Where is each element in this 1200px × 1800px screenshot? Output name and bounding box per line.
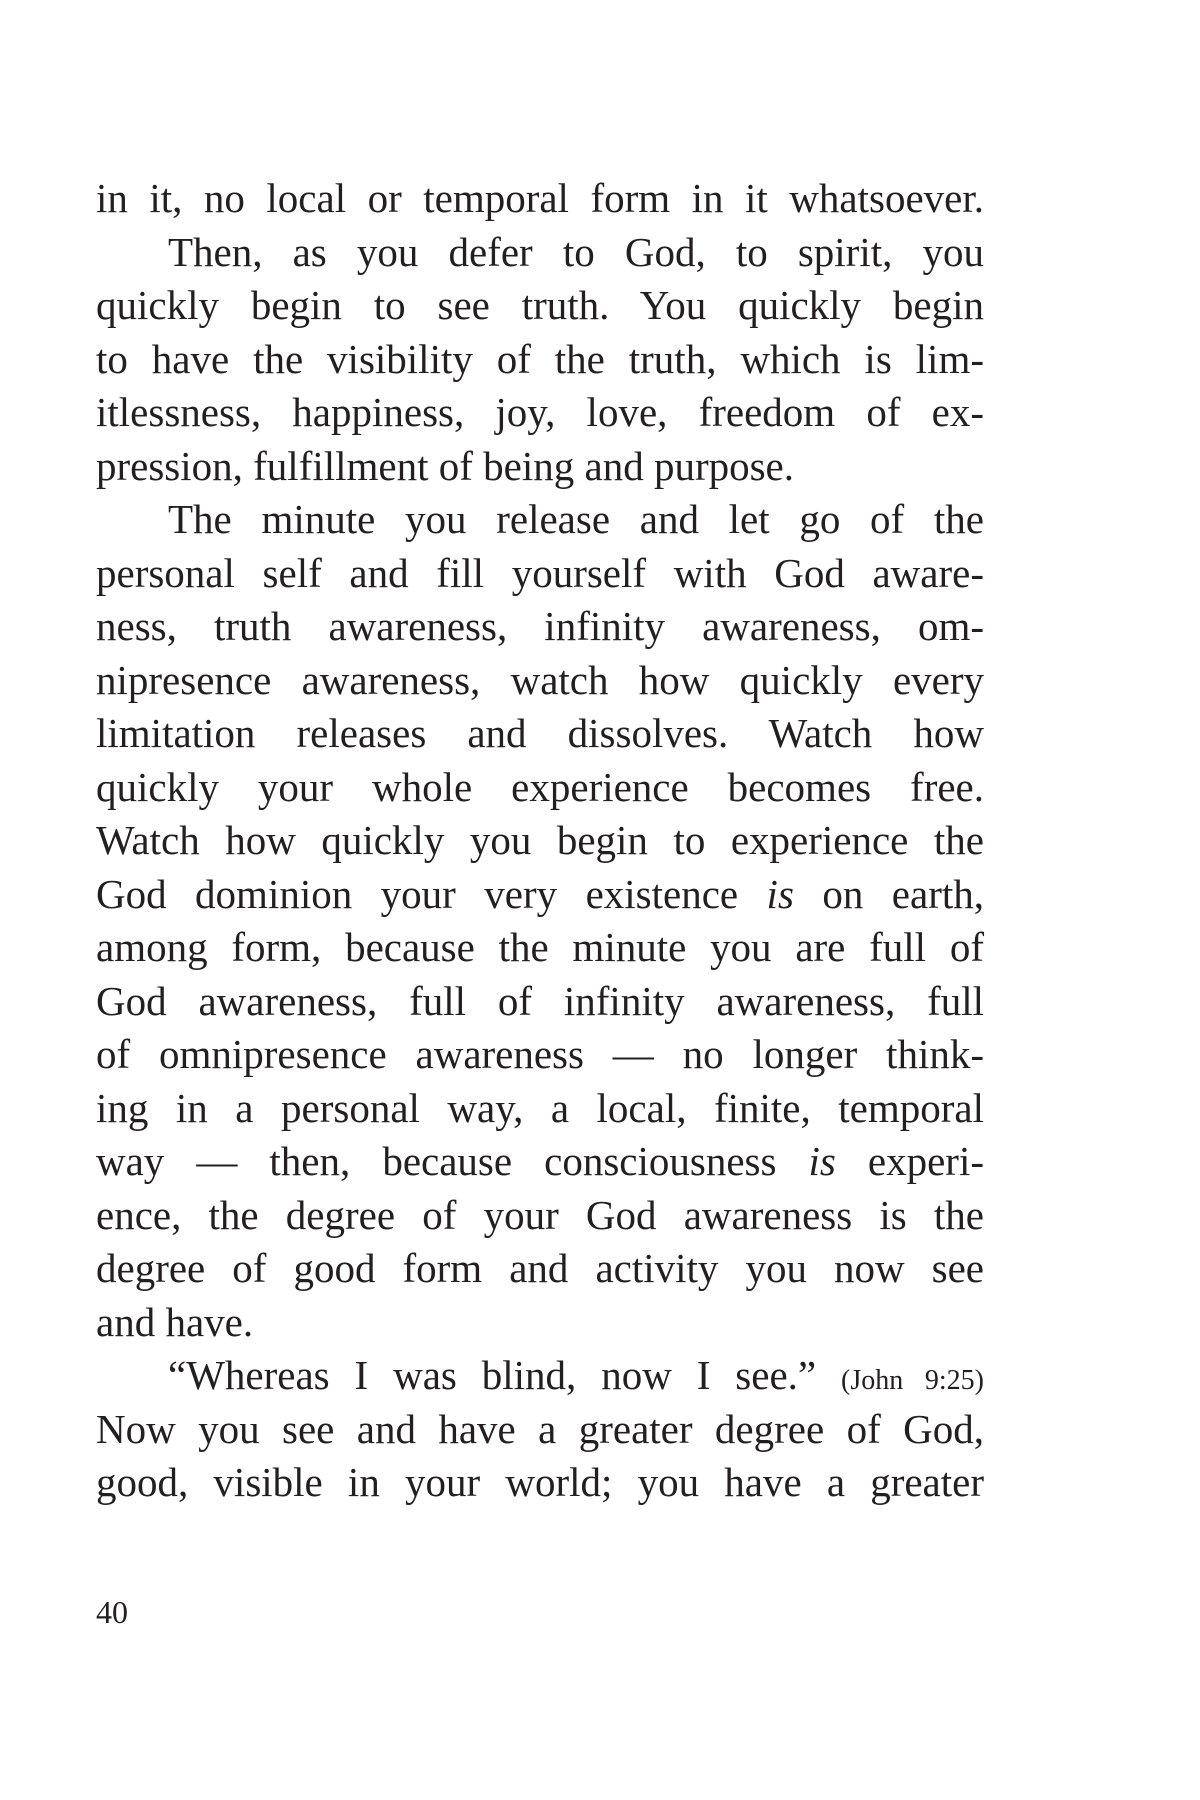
text-line (96, 600, 984, 654)
text-segment: good, visible in your world; you have a greater (96, 1459, 984, 1505)
text-segment: to have the visibility of the truth, which is lim- (96, 335, 984, 382)
text-segment: nipresence awareness, watch how quickly every (96, 656, 984, 703)
text-segment: on earth, (793, 870, 984, 917)
text-segment: limitation releases and dissolves. Watch how (96, 710, 984, 756)
text-line (96, 440, 984, 494)
text-segment: quickly begin to see truth. You quickly begin (96, 282, 984, 328)
text-line (96, 814, 984, 868)
text-line (96, 279, 984, 333)
text-line (96, 333, 984, 387)
text-line (96, 654, 984, 708)
text-line (96, 1349, 984, 1403)
text-segment: degree of good form and activity you now see (96, 1245, 984, 1291)
page-number: 40 (96, 1594, 128, 1630)
body-text (96, 172, 984, 1510)
text-line (96, 868, 984, 922)
text-segment: in it, no local or temporal form in it whatsoever. (96, 175, 984, 221)
text-segment: and have. (96, 1298, 254, 1345)
text-segment: Now you see and have a greater degree of God, (96, 1405, 984, 1452)
text-line (96, 493, 984, 547)
text-segment: quickly your whole experience becomes free. (96, 763, 984, 810)
text-line (96, 1242, 984, 1296)
text-segment: itlessness, happiness, joy, love, freedom of ex- (96, 389, 984, 435)
text-segment: of omnipresence awareness — no longer think- (96, 1031, 984, 1077)
text-segment: The minute you release and let go of the (168, 496, 984, 542)
text-segment: Watch how quickly you begin to experience the (96, 817, 984, 863)
scripture-reference: (John 9:25) (841, 1365, 985, 1396)
text-line (96, 226, 984, 280)
text-line (96, 975, 984, 1029)
text-line (96, 1296, 984, 1350)
text-segment: among form, because the minute you are full of (96, 924, 984, 970)
text-segment: personal self and fill yourself with God aware- (96, 549, 984, 596)
text-line (96, 1189, 984, 1243)
text-segment: way — then, because consciousness (96, 1138, 809, 1184)
text-segment: “Whereas I was blind, now I see.” (168, 1352, 842, 1398)
text-line (96, 172, 984, 226)
text-segment: experi- (835, 1138, 985, 1184)
text-line (96, 1135, 984, 1189)
text-line (96, 547, 984, 601)
text-line (96, 1028, 984, 1082)
emphasis-text: is (766, 870, 794, 917)
text-segment: ness, truth awareness, infinity awareness, om- (96, 603, 984, 649)
text-line (96, 1082, 984, 1136)
text-line (96, 1403, 984, 1457)
text-line (96, 707, 984, 761)
text-segment: God awareness, full of infinity awareness, full (96, 977, 984, 1024)
text-segment: Then, as you defer to God, to spirit, you (168, 228, 984, 275)
text-segment: pression, fulfillment of being and purpose. (96, 442, 795, 489)
text-line (96, 761, 984, 815)
text-line (96, 386, 984, 440)
text-line (96, 921, 984, 975)
text-segment: God dominion your very existence (96, 870, 767, 917)
text-segment: ing in a personal way, a local, finite, temporal (96, 1084, 984, 1131)
text-segment: ence, the degree of your God awareness is the (96, 1191, 984, 1238)
text-line (96, 1456, 984, 1510)
emphasis-text: is (808, 1138, 836, 1184)
